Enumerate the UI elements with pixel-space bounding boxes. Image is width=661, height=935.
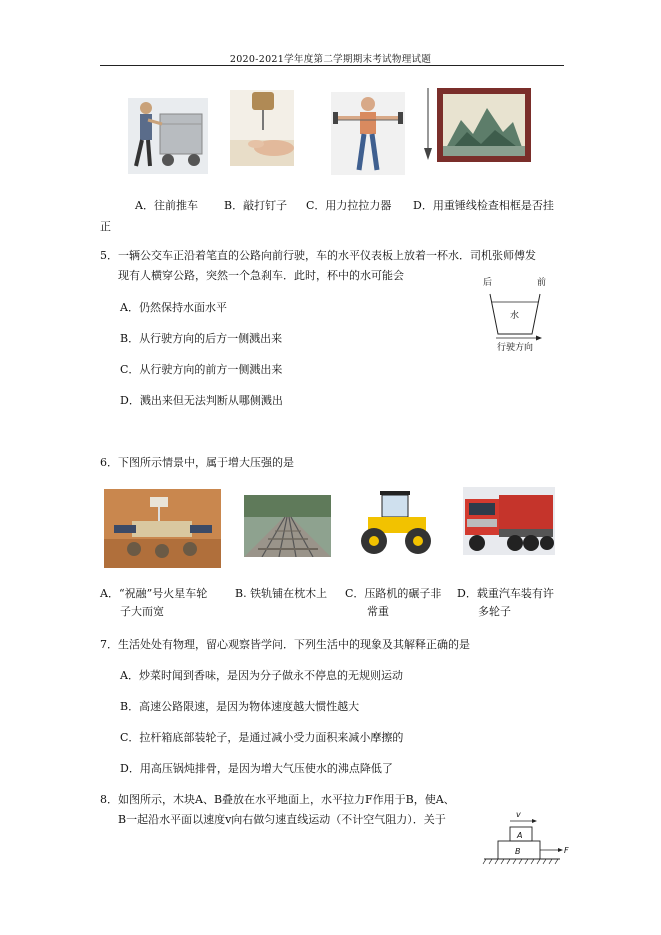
force-label: F [564,846,569,855]
hammer-nail-image [230,90,294,166]
q6-option-d-line1: D．载重汽车装有许 [457,587,554,600]
q6-option-d-line2: 多轮子 [478,605,511,618]
mars-rover-image [104,489,221,568]
cup-diagram [480,272,552,354]
header-rule [100,65,564,66]
q5-stem-line2: 现有人横穿公路，突然一个急刹车．此时，杯中的水可能会 [118,269,404,282]
cup-direction-label: 行驶方向 [497,343,534,353]
chest-expander-image [331,92,405,175]
q6-option-c-line1: C．压路机的碾子非 [345,587,442,600]
cup-water-label: 水 [510,311,520,321]
q6-option-a [100,586,228,619]
q6-option-d [457,586,569,619]
q6-option-a-line1: A．“祝融”号火星车轮 [100,587,208,600]
q4-option-a: A．往前推车 [135,199,198,212]
q6-option-c-line2: 常重 [367,605,389,618]
q8-stem-line1: 8．如图所示，木块A、B叠放在水平地面上，水平拉力F作用于B，使A、 [100,793,455,806]
q7-option-d: D．用高压锅炖排骨，是因为增大气压使水的沸点降低了 [120,762,393,775]
q5-option-c: C．从行驶方向的前方一侧溅出来 [120,363,283,376]
page-header: 2020-2021学年度第二学期期末考试物理试题 [229,54,432,65]
q5-option-d: D．溅出来但无法判断从哪侧溅出 [120,394,283,407]
q6-option-b-line1: B. 铁轨铺在枕木上 [235,587,328,600]
q4-option-b: B．敲打钉子 [224,199,288,212]
blocks-diagram [480,807,572,869]
cup-front-label: 前 [537,278,547,288]
q8-stem-line2: B一起沿水平面以速度v向右做匀速直线运动（不计空气阻力）．关于 [118,813,446,826]
q6-option-a-line2: 子大而宽 [120,605,164,618]
plumb-line-picture-image [423,86,533,168]
q5-stem-line1: 5．一辆公交车正沿着笔直的公路向前行驶，车的水平仪表板上放着一杯水．司机张师傅发 [100,249,536,262]
q6-stem: 6．下图所示情景中，属于增大压强的是 [100,456,294,469]
block-a-label: A [517,831,523,840]
road-roller-image [354,487,436,557]
q7-option-b: B．高速公路限速，是因为物体速度越大惯性越大 [120,700,360,713]
q7-option-a: A．炒菜时闻到香味，是因为分子做永不停息的无规则运动 [120,669,403,682]
q4-option-c: C．用力拉拉力器 [306,199,392,212]
q4-option-d-wrap: 正 [100,220,111,233]
block-b-label: B [515,847,521,856]
q7-stem: 7．生活处处有物理，留心观察皆学问．下列生活中的现象及其解释正确的是 [100,638,470,651]
q5-option-a: A．仍然保持水面水平 [120,301,227,314]
dump-truck-image [463,487,555,555]
q6-option-b [235,586,339,601]
push-cart-image [128,98,208,174]
railway-track-image [244,495,331,557]
q7-option-c: C．拉杆箱底部装轮子，是通过减小受力面积来减小摩擦的 [120,731,404,744]
velocity-label: v [516,810,521,819]
q6-option-c [345,586,451,619]
q5-option-b: B．从行驶方向的后方一侧溅出来 [120,332,283,345]
q4-option-d: D．用重锤线检查相框是否挂 [413,199,554,212]
cup-back-label: 后 [483,278,493,288]
